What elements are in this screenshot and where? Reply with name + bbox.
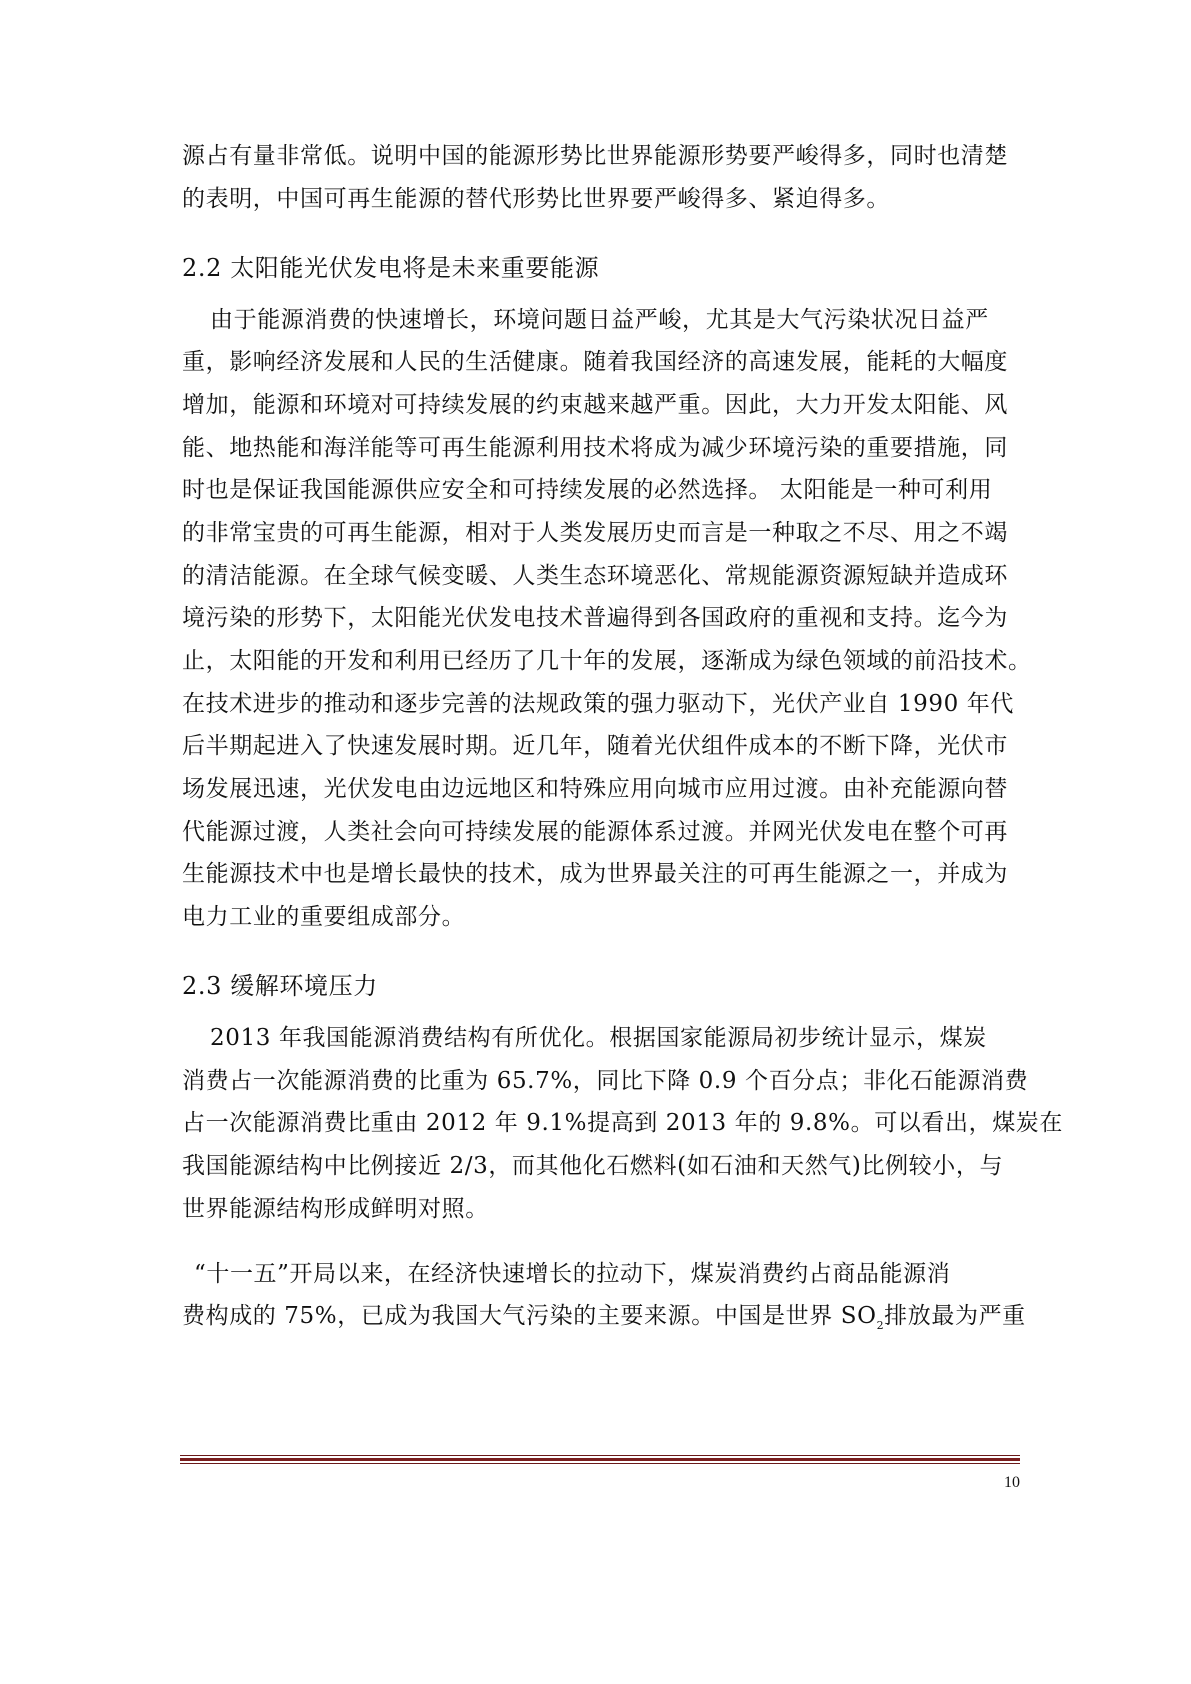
footer-rule-thin-top — [180, 1455, 1020, 1456]
body-line: 的非常宝贵的可再生能源，相对于人类发展历史而言是一种取之不尽、用之不竭 — [182, 520, 1008, 546]
body-line: 止，太阳能的开发和利用已经历了几十年的发展，逐渐成为绿色领域的前沿技术。 — [182, 648, 1032, 674]
body-line: 重，影响经济发展和人民的生活健康。随着我国经济的高速发展，能耗的大幅度 — [182, 349, 1008, 375]
body-line: 源占有量非常低。说明中国的能源形势比世界能源形势要严峻得多，同时也清楚 — [182, 143, 1008, 169]
body-line: 境污染的形势下，太阳能光伏发电技术普遍得到各国政府的重视和支持。迄今为 — [182, 605, 1008, 631]
line-text: 费构成的 75%，已成为我国大气污染的主要来源。中国是世界 SO — [182, 1303, 877, 1329]
body-line: 生能源技术中也是增长最快的技术，成为世界最关注的可再生能源之一，并成为 — [182, 861, 1008, 887]
body-line: 的表明，中国可再生能源的替代形势比世界要严峻得多、紧迫得多。 — [182, 186, 890, 212]
body-line: 在技术进步的推动和逐步完善的法规政策的强力驱动下，光伏产业自 1990 年代 — [182, 691, 1014, 717]
body-line: 我国能源结构中比例接近 2/3，而其他化石燃料(如石油和天然气)比例较小，与 — [182, 1153, 1004, 1179]
page-number: 10 — [1004, 1474, 1020, 1491]
body-line: 2013 年我国能源消费结构有所优化。根据国家能源局初步统计显示，煤炭 — [210, 1025, 987, 1051]
footer-rule-thin-bottom — [180, 1463, 1020, 1464]
body-line: 由于能源消费的快速增长，环境问题日益严峻，尤其是大气污染状况日益严 — [210, 307, 989, 333]
body-line: 电力工业的重要组成部分。 — [182, 904, 466, 930]
body-line: 的清洁能源。在全球气候变暖、人类生态环境恶化、常规能源资源短缺并造成环 — [182, 563, 1008, 589]
section-heading-2-3: 2.3 缓解环境压力 — [182, 972, 378, 1000]
body-line: 增加，能源和环境对可持续发展的约束越来越严重。因此，大力开发太阳能、风 — [182, 392, 1008, 418]
body-line: 占一次能源消费比重由 2012 年 9.1%提高到 2013 年的 9.8%。可以看出，煤炭在 — [182, 1110, 1063, 1136]
body-line: “十一五”开局以来，在经济快速增长的拉动下，煤炭消费约占商品能源消 — [194, 1261, 951, 1287]
footer-rule — [180, 1455, 1020, 1464]
body-line: 能、地热能和海洋能等可再生能源利用技术将成为减少环境污染的重要措施，同 — [182, 435, 1008, 461]
section-heading-2-2: 2.2 太阳能光伏发电将是未来重要能源 — [182, 254, 600, 282]
body-line: 时也是保证我国能源供应安全和可持续发展的必然选择。 太阳能是一种可利用 — [182, 477, 993, 503]
footer-rule-thick — [180, 1458, 1020, 1461]
body-line: 世界能源结构形成鲜明对照。 — [182, 1196, 489, 1222]
body-line: 后半期起进入了快速发展时期。近几年，随着光伏组件成本的不断下降，光伏市 — [182, 733, 1008, 759]
line-text: 排放最为严重 — [884, 1303, 1026, 1329]
subscript-2: 2 — [876, 1319, 885, 1332]
body-line: 场发展迅速，光伏发电由边远地区和特殊应用向城市应用过渡。由补充能源向替 — [182, 776, 1008, 802]
body-line: 代能源过渡，人类社会向可持续发展的能源体系过渡。并网光伏发电在整个可再 — [182, 819, 1008, 845]
body-line: 消费占一次能源消费的比重为 65.7%，同比下降 0.9 个百分点；非化石能源消费 — [182, 1068, 1029, 1094]
body-line-with-subscript — [182, 1300, 1026, 1332]
